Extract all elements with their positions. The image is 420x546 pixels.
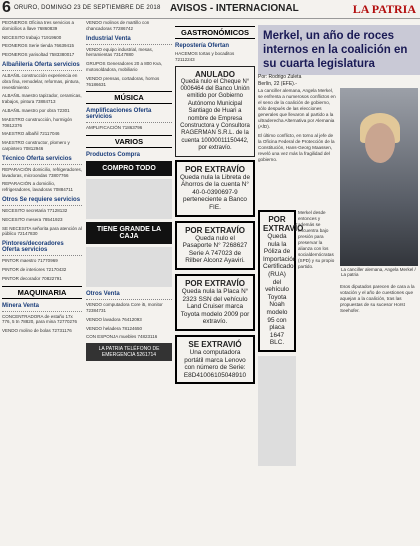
section-heading: Amplificaciones Oferta servicios [86, 108, 152, 121]
notice-extravio-large [258, 210, 304, 540]
classified-item: PEONEROS yarisoltad 7583380017 [2, 52, 75, 58]
article-headline: Merkel, un año de roces internos en la coalición en su cuarta legislatura [258, 25, 420, 75]
classified-item: GRUPOS Generadores 20 a 800 Kva, motosoldadora, mobiliario [86, 61, 163, 72]
notice-title: POR EXTRAVÍO [185, 164, 245, 174]
ad-image [86, 179, 172, 219]
article-body [258, 88, 336, 163]
notices-column [175, 22, 255, 546]
notice-title: SE EXTRAVIÓ [188, 339, 242, 349]
classified-item: REPARACIÓN a domicilio, refrigeradores, lavadoras 70884711 [2, 181, 73, 193]
section-banner: VARIOS [86, 135, 172, 148]
classified-item: VENDO computadora Core i5, monitor 72384731 [86, 302, 163, 313]
classifieds-column-1 [2, 20, 82, 544]
ad-image [86, 247, 172, 287]
classified-item: VENDO prensas, cortadoras, hornos 76186631 [86, 75, 160, 87]
notice-extravio [175, 335, 255, 384]
ad-compro-todo: COMPRO TODO [86, 161, 172, 176]
classified-item: VENDO molinos de martillo con chancadoras 77286742 [86, 20, 150, 31]
classified-item: PEONEROS Serie tienda 76639415 [2, 43, 75, 49]
brand-logo: LA PATRIA [352, 2, 416, 16]
classified-item: NECESITO mesera 78541923 [2, 216, 63, 222]
article-photo [340, 88, 418, 278]
classified-item: SE NECESITA señorita para atención al público 72147830 [2, 225, 82, 237]
article-paragraph: Esos diputados parecen de cara a la votación y el año de cuestiones que aquejan a la coalición, tras las propuestas de su sucesor Horst Seehofer. [340, 284, 415, 313]
section-heading: Otros Venta [86, 291, 120, 298]
article-paragraph: El último conflicto, en torno al jefe de la Oficina Federal de Protección de la Constitución, Hans-Georg Maassen, reveló una vez más la fragilidad del gobierno. [258, 133, 335, 162]
notice-title: POR EXTRAVÍO [185, 279, 245, 288]
section-banner: GASTRONÓMICOS [175, 26, 255, 39]
notice-body: Queda nulo el Pasaporte N° 7268627 Serie A 747023 de Rilber Alconz Ayaviri. [182, 234, 248, 265]
section-heading: Productos Compra [86, 152, 141, 159]
ad-caja: TIENE GRANDE LA CAJA [86, 222, 172, 244]
classified-item: NECESITO secretaria 77128132 [2, 207, 68, 213]
page-number: 6 [2, 0, 11, 16]
section-heading: Técnico Oferta servicios [2, 155, 72, 162]
section-banner: MÚSICA [86, 91, 172, 104]
classified-item: AMPLIFICACIÓN 71863796 [86, 125, 143, 131]
classified-item: VENDO lavadora 76412093 [86, 316, 142, 322]
section-banner: MAQUINARIA [2, 286, 82, 299]
classified-item: NECESITO trabajo 71919600 [2, 34, 62, 40]
article-paragraph: Merkel desde entonces y además se encuentra bajo presión para preservar la alianza con los socialdemócratas (SPD) y su propio partido. [298, 210, 335, 269]
notice-extravio [175, 221, 255, 270]
article-body [298, 210, 336, 270]
classifieds-column-2 [86, 20, 172, 544]
classified-item: PINTOR decorador 70822791 [2, 275, 62, 281]
ad-image [258, 356, 296, 466]
date-line: ORURO, DOMINGO 23 DE SEPTIEMBRE DE 2018 [14, 5, 161, 11]
article-byline: Por: Rodrigo Zuleta Berlín, 22 (EFE).- [258, 74, 302, 87]
photo-caption: La canciller alemana, Angela Merkel / La patria [340, 266, 418, 278]
classified-item: PEONEROS Oficina tres servicios a domicilios a llave 76860839 [2, 20, 75, 31]
classified-item: VENDO heladera 78124650 [86, 325, 143, 331]
classified-item: MAESTRO albañil 72117046 [2, 131, 60, 137]
section-title: AVISOS - INTERNACIONAL [170, 3, 299, 14]
page-header [0, 0, 420, 19]
notice-body: Queda nula la Libreta de Ahorros de la cuenta N° 40-0-0390697-9 perteneciente a Banco FIE. [180, 173, 250, 212]
section-heading: Pintores/decoradores Oferta servicios [2, 241, 64, 254]
notice-anulado [175, 66, 255, 157]
section-heading: Otros Se requiere servicios [2, 196, 81, 203]
section-heading: Industrial Venta [86, 35, 131, 42]
classified-item: HACEMOS tortas y bocaditos 72112243 [175, 51, 235, 62]
section-heading: Albañilería Oferta servicios [2, 61, 80, 68]
section-heading: Repostería Ofertan [175, 43, 230, 49]
photo-subject-face [365, 123, 395, 163]
section-heading: Minera Venta [2, 302, 40, 309]
ad-emergencia: LA PATRIA TELÉFONO DE EMERGENCIA 5261714 [86, 343, 172, 361]
notice-title: POR EXTRAVÍO [263, 215, 304, 233]
classified-item: PINTOR de interiores 72170432 [2, 266, 67, 272]
classified-item: ALBAÑIL maestro tapizador, ceramicas, trabajos, pintura 73884713 [2, 93, 82, 105]
notice-extravio [258, 210, 304, 352]
notice-body: Queda nula la Placa N° 2323 SSN del vehículo Land Cruiser marca Toyota modelo 2009 por extravío. [180, 288, 250, 326]
notice-body: Queda nula la Póliza de Importación Certificado (RUA) del vehículo Toyota Noah modelo 95 con placa 1647 BLC. [263, 233, 297, 347]
classified-item: ALBAÑIL maestro por obra 72301 [2, 107, 70, 113]
classified-item: REPARACIÓN domicilio, refrigeradores, lavadoras, microondas 73807766 [2, 166, 82, 178]
notice-body: Queda nulo el Cheque N° 0006464 del Banco Unión emitido por Gobierno Autónomo Municipal Santiago de Huari a nombre de Empresa Constructora y Consultora RAGERMAN S.R.L. de la cuenta 10000011150442, por extravío. [180, 78, 250, 152]
notice-extravio [175, 160, 255, 217]
classified-item: MAESTRO construcción, hormigón 70812376 [2, 116, 73, 128]
notice-body: Una computadora portátil marca Lenovo con número de Serie: E8D41006105048910 [183, 348, 247, 379]
classified-item: CON ESPONJA muebles 74823116 [86, 334, 158, 340]
notice-title: POR EXTRAVÍO [185, 225, 245, 235]
classified-item: PINTOR maestro 71770969 [2, 258, 58, 264]
classified-item: VENDO molino de bolas 72731176 [2, 328, 72, 334]
classified-item: VENDO equipo industrial, mesas, herramientas 73147880 [86, 46, 154, 58]
article-body [340, 284, 418, 314]
article-paragraph: La canciller alemana, Angela Merkel, se enfrenta a numerosos conflictos en el seno de la coalición de gobierno, sólo después de las elecciones generales que llevaron al partido a la ultraderecha Alternativa por Alemania (AfD). [258, 88, 336, 129]
classified-item: MAESTRO constructor, plomero y carpintero 70812946 [2, 140, 70, 151]
classified-item: CONCENTRADORA de estaño 17x 776, 5 tn 78820, para mina 72770276 [2, 313, 78, 325]
notice-title: ANULADO [195, 69, 235, 79]
notice-extravio [175, 274, 255, 331]
classified-item: ALBAÑIL construcción experiencia en obra fina, remodelar, reformas, pintura, revestimiento [2, 72, 80, 90]
